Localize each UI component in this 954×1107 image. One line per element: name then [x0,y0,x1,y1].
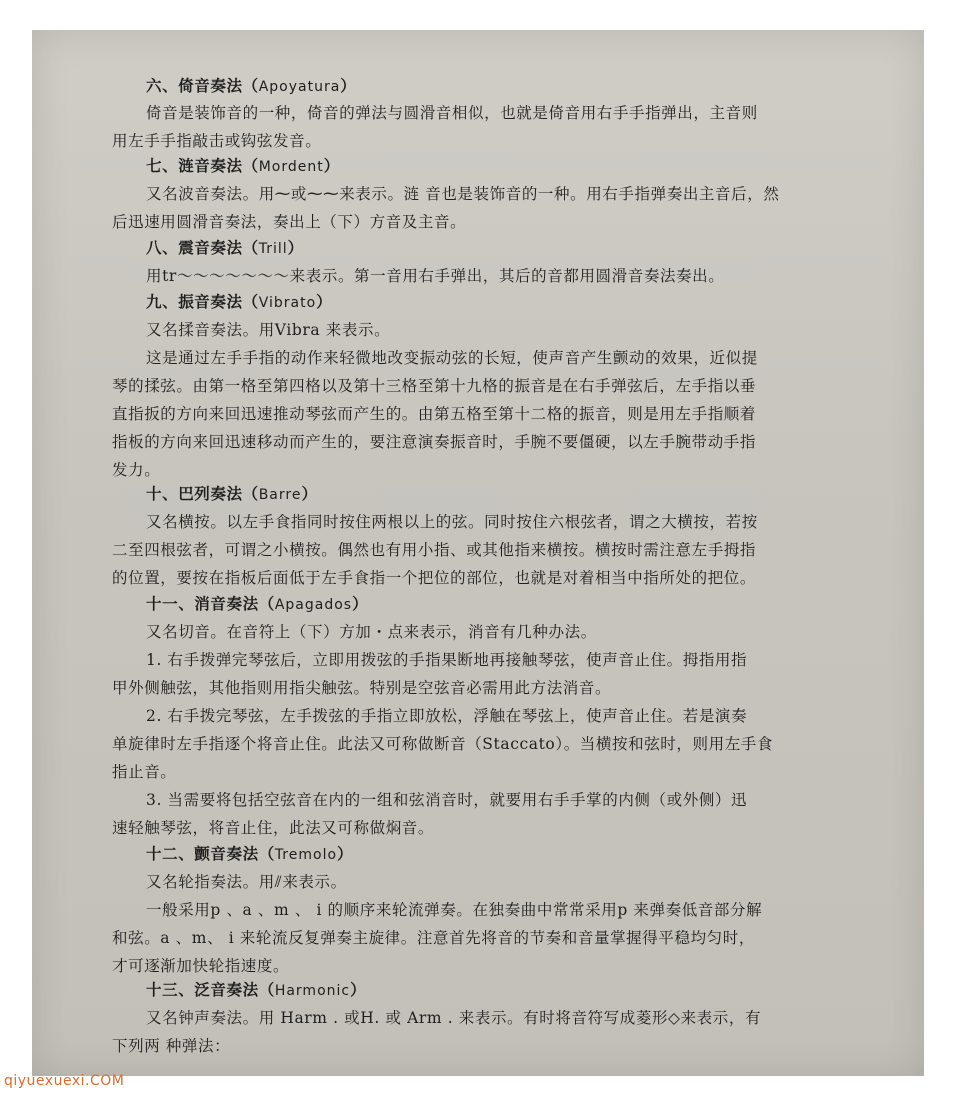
body-line: 指止音。 [112,763,177,781]
heading-s9: 九、振音奏法（Vibrato） [146,292,333,311]
heading-s12: 十二、颤音奏法（Tremolo） [146,844,354,863]
heading-s7: 七、涟音奏法（Mordent） [146,156,340,175]
body-line: 的位置，要按在指板后面低于左手食指一个把位的部位，也就是对着相当中指所处的把位。 [112,569,757,587]
body-line: 后迅速用圆滑音奏法，奏出上（下）方音及主音。 [112,213,467,231]
body-line: 一般采用p 、a 、m 、 i 的顺序来轮流弹奏。在独奏曲中常常采用p 来弹奏低音部分解 [146,901,763,919]
body-line: 发力。 [112,461,161,479]
body-line: 这是通过左手手指的动作来轻微地改变振动弦的长短，使声音产生颤动的效果，近似提 [146,349,758,367]
scanned-page [32,30,924,1076]
heading-s11: 十一、消音奏法（Apagados） [146,594,369,613]
body-line: 又名轮指奏法。用⫽来表示。 [146,873,347,891]
body-line: 又名揉音奏法。用Vibra 来表示。 [146,321,391,339]
body-line: 又名横按。以左手食指同时按住两根以上的弦。同时按住六根弦者，谓之大横按，若按 [146,513,758,531]
heading-s6: 六、倚音奏法（Apoyatura） [146,76,357,95]
body-line: 3. 当需要将包括空弦音在内的一组和弦消音时，就要用右手手掌的内侧（或外侧）迅 [146,791,748,809]
body-line: 二至四根弦者，可谓之小横按。偶然也有用小指、或其他指来横按。横按时需注意左手拇指 [112,541,757,559]
body-line: 用tr～～～～～～～来表示。第一音用右手弹出，其后的音都用圆滑音奏法奏出。 [146,267,725,285]
body-line: 又名波音奏法。用⁓或⁓⁓来表示。涟 音也是装饰音的一种。用右手指弹奏出主音后，然 [146,185,780,203]
body-line: 用左手手指敲击或钩弦发音。 [112,132,322,150]
watermark: qiyuexuexi.COM [4,1073,125,1089]
body-line: 速轻触琴弦，将音止住，此法又可称做焖音。 [112,819,435,837]
body-line: 又名钟声奏法。用 Harm . 或H. 或 Arm . 来表示。有时将音符写成菱形◇来表示，有 [146,1009,762,1027]
body-line: 单旋律时左手指逐个将音止住。此法又可称做断音（Staccato）。当横按和弦时，则用左手食 [112,735,774,753]
body-line: 倚音是装饰音的一种，倚音的弹法与圆滑音相似，也就是倚音用右手手指弹出，主音则 [146,104,758,122]
body-line: 直指扳的方向来回迅速推动琴弦而产生的。由第五格至第十二格的振音，则是用左手指顺着 [112,405,757,423]
body-line: 2. 右手拨完琴弦，左手拨弦的手指立即放松，浮触在琴弦上，使声音止住。若是演奏 [146,707,748,725]
body-line: 甲外侧触弦，其他指则用指尖触弦。特别是空弦音必需用此方法消音。 [112,679,612,697]
heading-s13: 十三、泛音奏法（Harmonic） [146,980,367,999]
heading-s10: 十、巴列奏法（Barre） [146,484,318,503]
body-line: 1. 右手拨弹完琴弦后，立即用拨弦的手指果断地再接触琴弦，使声音止住。拇指用指 [146,651,748,669]
body-line: 下列两 种弹法： [112,1037,231,1055]
heading-s8: 八、震音奏法（Trill） [146,238,304,257]
body-line: 琴的揉弦。由第一格至第四格以及第十三格至第十九格的振音是在右手弹弦后，左手指以垂 [112,377,757,395]
body-line: 指板的方向来回迅速移动而产生的，要注意演奏振音时，手腕不要僵硬，以左手腕带动手指 [112,433,757,451]
body-line: 和弦。a 、m、 i 来轮流反复弹奏主旋律。注意首先将音的节奏和音量掌握得平稳均匀时， [112,929,755,947]
body-line: 才可逐渐加快轮指速度。 [112,957,290,975]
body-line: 又名切音。在音符上（下）方加・点来表示，消音有几种办法。 [146,623,597,641]
